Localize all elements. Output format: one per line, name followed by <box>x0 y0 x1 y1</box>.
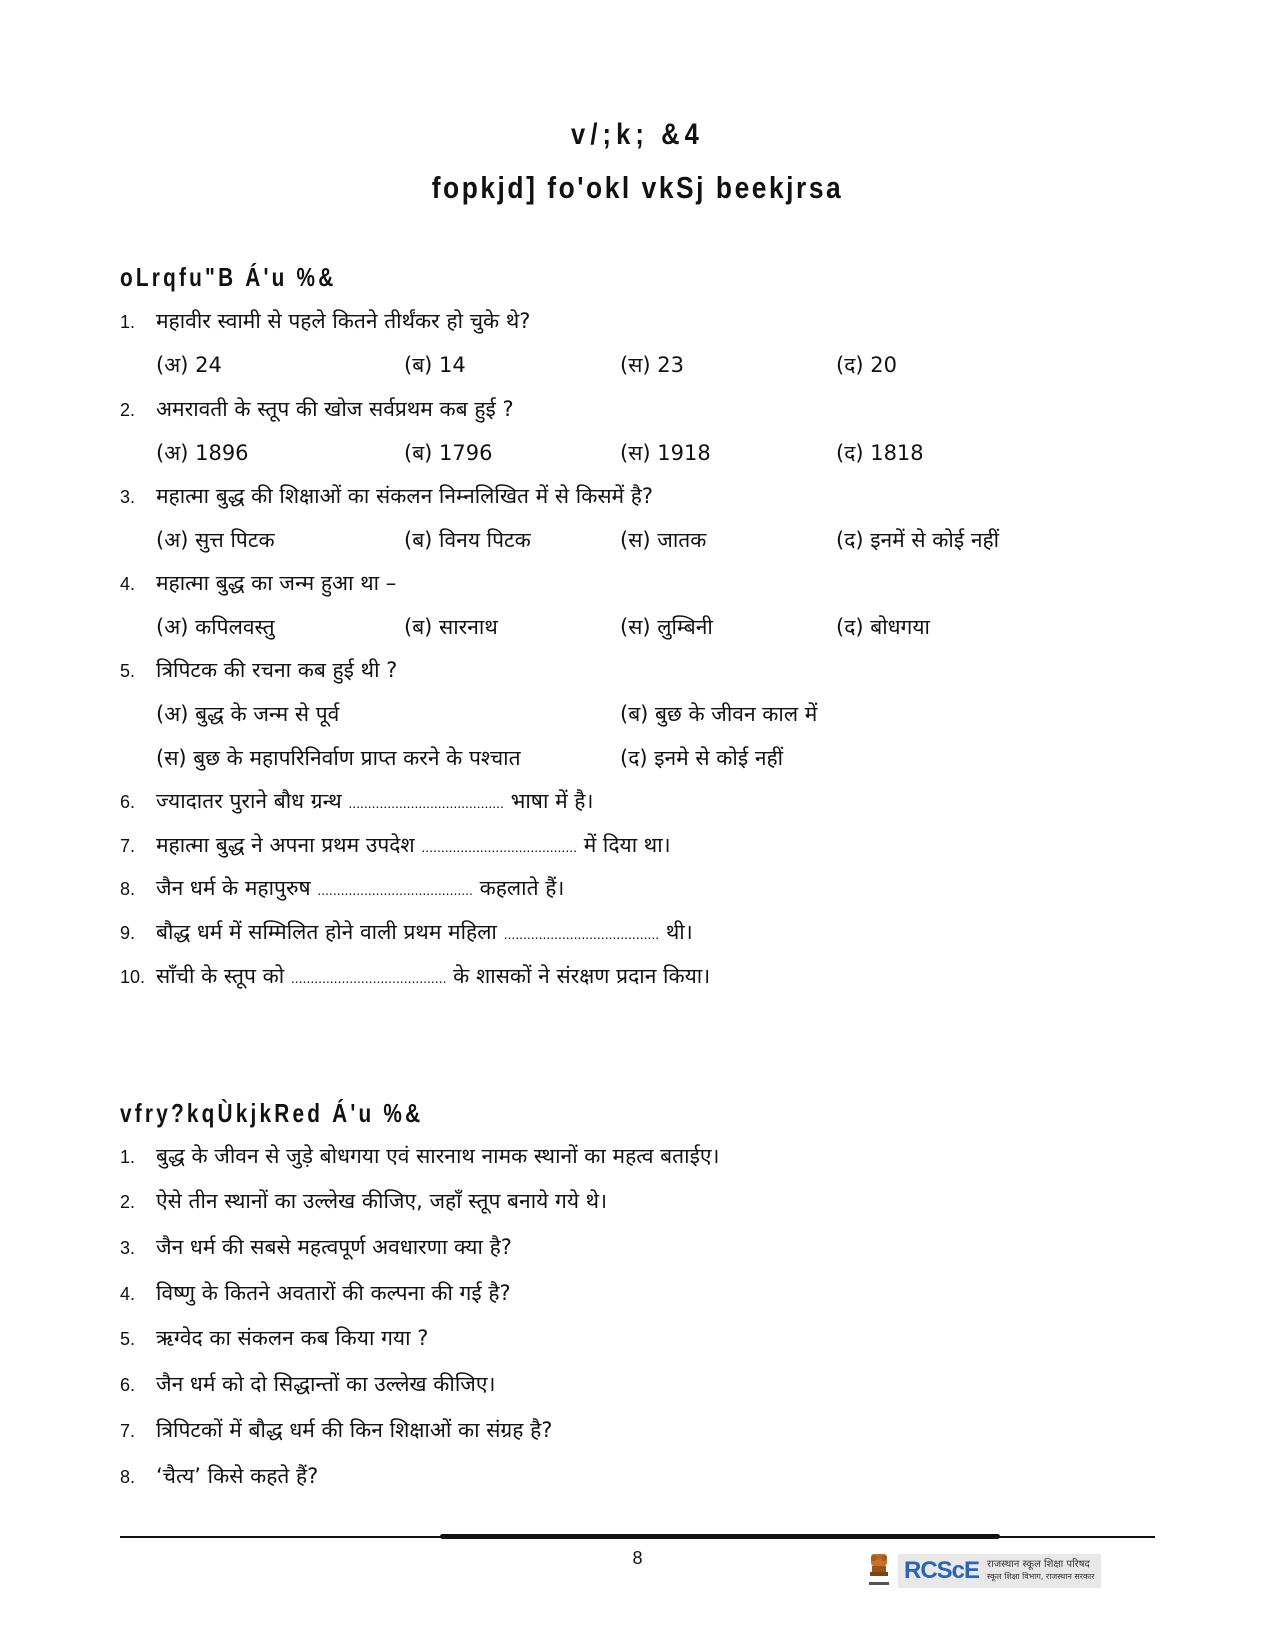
option-c: (स) जातक <box>620 528 707 552</box>
question-number: 1. <box>120 1147 136 1167</box>
question-number: 4. <box>120 1284 136 1304</box>
question-number: 3. <box>120 1238 136 1258</box>
question-4 <box>120 568 396 598</box>
option-a: (अ) बुद्ध के जन्म से पूर्व <box>156 702 340 726</box>
option-d: (द) 1818 <box>836 441 924 465</box>
question-text: जैन धर्म को दो सिद्धान्तों का उल्लेख कीजिए। <box>156 1372 496 1396</box>
question-number: 5. <box>120 1329 136 1349</box>
fill-question-7 <box>120 830 671 860</box>
option-a: (अ) कपिलवस्तु <box>156 615 275 639</box>
chapter-title: fopkjd] fo'okl vkSj beekjrsa <box>431 170 844 205</box>
option-d: (द) इनमे से कोई नहीं <box>620 746 784 770</box>
logo-text: RCScE <box>904 1557 980 1584</box>
question-number: 7. <box>120 836 136 856</box>
option-a: (अ) सुत्त पिटक <box>156 528 275 552</box>
short-question-8 <box>120 1461 318 1491</box>
page-number: 8 <box>632 1548 643 1568</box>
short-question-7 <box>120 1415 552 1445</box>
question-number: 9. <box>120 923 136 943</box>
question-text: ऐसे तीन स्थानों का उल्लेख कीजिए, जहाँ स्तूप बनाये गये थे। <box>156 1189 608 1213</box>
option-b: (ब) विनय पिटक <box>404 528 531 552</box>
short-question-2 <box>120 1186 607 1216</box>
short-question-3 <box>120 1232 512 1262</box>
short-answer-heading: vfry?kqÙkjkRed Á'u %& <box>120 1098 424 1128</box>
question-number: 5. <box>120 661 136 681</box>
question-text-after: भाषा में है। <box>510 789 594 813</box>
question-text: अमरावती के स्तूप की खोज सर्वप्रथम कब हुई ? <box>156 397 514 421</box>
option-b: (ब) 1796 <box>404 441 493 465</box>
question-text-after: कहलाते हैं। <box>479 876 565 900</box>
question-number: 8. <box>120 1467 136 1487</box>
question-number: 6. <box>120 792 136 812</box>
question-text: जैन धर्म की सबसे महत्वपूर्ण अवधारणा क्या है? <box>156 1235 512 1259</box>
rcsce-logo <box>866 1551 1134 1591</box>
question-text-after: के शासकों ने संरक्षण प्रदान किया। <box>453 964 711 988</box>
fill-question-10 <box>120 961 710 991</box>
fill-question-6 <box>120 786 593 816</box>
short-question-6 <box>120 1369 495 1399</box>
option-d: (द) बोधगया <box>836 615 930 639</box>
option-b: (ब) बुछ के जीवन काल में <box>620 702 818 726</box>
question-number: 10. <box>120 967 146 987</box>
option-b: (ब) 14 <box>404 353 466 377</box>
option-d: (द) इनमें से कोई नहीं <box>836 528 1000 552</box>
option-d: (द) 20 <box>836 353 897 377</box>
question-text-before: ज्यादातर पुराने बौध ग्रन्थ <box>156 789 342 813</box>
question-text: महात्मा बुद्ध का जन्म हुआ था – <box>156 571 397 595</box>
question-text: त्रिपिटक की रचना कब हुई थी ? <box>156 658 398 682</box>
question-1 <box>120 306 530 336</box>
blank-dots: ........................................ <box>348 795 504 811</box>
question-number: 8. <box>120 879 136 899</box>
blank-dots: ........................................ <box>317 882 473 898</box>
question-text: बुद्ध के जीवन से जुड़े बोधगया एवं सारनाथ नामक स्थानों का महत्व बताईए। <box>156 1144 720 1168</box>
question-text-before: जैन धर्म के महापुरुष <box>156 876 311 900</box>
blank-dots: ........................................ <box>421 839 577 855</box>
chapter-number: v/;k; &4 <box>571 118 704 151</box>
option-c: (स) 23 <box>620 353 684 377</box>
option-a: (अ) 24 <box>156 353 222 377</box>
fill-question-9 <box>120 917 693 947</box>
logo-subtitle-2: स्कूल शिक्षा विभाग, राजस्थान सरकार <box>987 1572 1095 1581</box>
logo-box <box>898 1554 1101 1588</box>
question-3 <box>120 481 653 511</box>
state-emblem-icon <box>866 1552 892 1590</box>
blank-dots: ........................................ <box>290 970 447 986</box>
option-c: (स) 1918 <box>620 441 711 465</box>
option-c: (स) लुम्बिनी <box>620 615 713 639</box>
short-question-1 <box>120 1141 719 1171</box>
short-question-4 <box>120 1278 511 1308</box>
short-question-5 <box>120 1323 428 1353</box>
question-text-after: थी। <box>665 920 693 944</box>
question-number: 2. <box>120 400 136 420</box>
question-number: 1. <box>120 312 136 332</box>
objective-heading: oLrqfu"B Á'u %& <box>120 262 337 292</box>
question-text: ऋग्वेद का संकलन कब किया गया ? <box>156 1326 429 1350</box>
option-c: (स) बुछ के महापरिनिर्वाण प्राप्त करने के पश्चात <box>156 746 521 770</box>
question-number: 6. <box>120 1375 136 1395</box>
question-5 <box>120 655 397 685</box>
question-text-before: महात्मा बुद्ध ने अपना प्रथम उपदेश <box>156 833 415 857</box>
question-text: विष्णु के कितने अवतारों की कल्पना की गई है? <box>156 1281 511 1305</box>
question-text: महावीर स्वामी से पहले कितने तीर्थंकर हो चुके थे? <box>156 309 531 333</box>
question-number: 7. <box>120 1421 136 1441</box>
question-text: महात्मा बुद्ध की शिक्षाओं का संकलन निम्नलिखित में से किसमें है? <box>156 484 654 508</box>
question-number: 3. <box>120 487 136 507</box>
question-text: त्रिपिटकों में बौद्ध धर्म की किन शिक्षाओं का संग्रह है? <box>156 1418 553 1442</box>
logo-subtitle-1: राजस्थान स्कूल शिक्षा परिषद <box>987 1559 1090 1570</box>
question-number: 2. <box>120 1192 136 1212</box>
question-text: ‘चैत्य’ किसे कहते हैं? <box>156 1464 319 1488</box>
option-a: (अ) 1896 <box>156 441 249 465</box>
question-text-before: साँची के स्तूप को <box>156 964 285 988</box>
question-text-after: में दिया था। <box>583 833 671 857</box>
option-b: (ब) सारनाथ <box>404 615 498 639</box>
question-number: 4. <box>120 574 136 594</box>
fill-question-8 <box>120 873 564 903</box>
question-2 <box>120 394 514 424</box>
footer-rule-thick <box>440 1534 1000 1539</box>
question-text-before: बौद्ध धर्म में सम्मिलित होने वाली प्रथम महिला <box>156 920 497 944</box>
blank-dots: ........................................ <box>503 926 660 942</box>
